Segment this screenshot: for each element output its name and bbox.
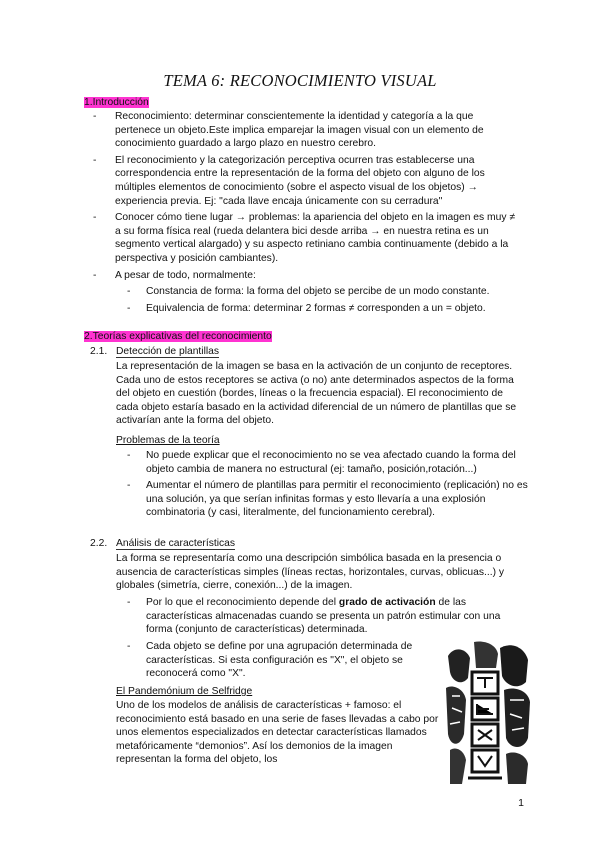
pandemonium-paragraph: Uno de los modelos de análisis de características + famoso: el reconocimiento está basado en una serie de fases llevadas a cabo por unos elementos especializados en detectar características llamados metafóricamente “demonios”. Así los demonios de la imagen representan la forma del objeto, los	[116, 700, 439, 766]
subsection-2-1-paragraph: La representación de la imagen se basa en la activación de un conjunto de receptores. Cada uno de estos receptores se activa (o no) ante determinados aspectos de la forma del objeto en cuestión (bordes, líneas o la frecuencia espacial). El reconocimiento de cada objeto estaría basado en la actividad diferencial de un número de plantillas que se activarían ante la forma del objeto.	[116, 361, 517, 427]
problems-heading: Problemas de la teoría	[116, 435, 220, 446]
section-1-heading: 1.Introducción	[84, 97, 149, 108]
subsection-2-1-heading: 2.1. Detección de plantillas	[90, 346, 220, 357]
list-item: - No puede explicar que el reconocimiento no se vea afectado cuando la forma del objeto cambia de manera no estructural (ej: tamaño, posición,rotación...)	[124, 449, 528, 476]
subsection-2-2-bullet-2	[124, 640, 424, 684]
list-item: - Equivalencia de forma: determinar 2 formas ≠ corresponden a un = objeto.	[124, 302, 524, 316]
list-item: - Cada objeto se define por una agrupación determinada de características. Si esta configuración es "X", el objeto se reconocerá como "X".	[124, 640, 424, 681]
list-item: - Constancia de forma: la forma del objeto se percibe de un modo constante.	[124, 285, 524, 299]
subsection-2-2-paragraph: La forma se representaría como una descripción simbólica basada en la presencia o ausencia de características simples (líneas rectas, horizontales, curvas, oblicuas...) y globales (simetría, cierre, conexión...) de la imagen.	[116, 553, 505, 592]
list-item: - A pesar de todo, normalmente:	[91, 269, 521, 283]
section-1-subbullets	[124, 285, 524, 318]
list-item: - El reconocimiento y la categorización perceptiva ocurren tras establecerse una correspondencia entre la representación de la forma del objeto con alguno de los múltiples elementos de conocimiento (sobre el aspecto visual de los objetos) → experiencia previa. Ej: "cada llave encaja únicamente con su cerradura"	[91, 154, 521, 208]
list-item: - Aumentar el número de plantillas para permitir el reconocimiento (replicación) no es una solución, ya que serían infinitas formas y esto llevaría a una explosión combinatoria (y casi, literalmente, del funcionamiento cerebral).	[124, 479, 528, 520]
subsection-2-2-heading: 2.2. Análisis de características	[90, 538, 236, 549]
pandemonium-heading: El Pandemónium de Selfridge	[116, 686, 253, 697]
list-item: - Por lo que el reconocimiento depende del grado de activación de las características almacenadas cuando se presenta un patrón estimular con una forma (conjunto de características) determinada.	[124, 596, 528, 637]
pandemonium-illustration	[444, 638, 534, 788]
problems-list	[124, 449, 528, 523]
subsection-2-2-bullet-1	[124, 596, 528, 640]
section-1-bullets	[91, 110, 521, 285]
list-item: - Reconocimiento: determinar conscientemente la identidad y categoría a la que pertenece un objeto.Este implica emparejar la imagen visual con un elemento de conocimiento guardado a largo plazo en nuestro cerebro.	[91, 110, 521, 151]
page-title: TEMA 6: RECONOCIMIENTO VISUAL	[163, 71, 437, 90]
section-2-heading: 2.Teorías explicativas del reconocimiento	[84, 331, 272, 342]
list-item: - Conocer cómo tiene lugar → problemas: la apariencia del objeto en la imagen es muy ≠ a su forma física real (rueda delantera bici desde arriba → en nuestra retina es un segmento vertical alargado) y su aspecto retiniano cambia continuamente (debido a la perspectiva y posición cambiantes).	[91, 211, 521, 265]
page-number: 1	[518, 797, 524, 809]
